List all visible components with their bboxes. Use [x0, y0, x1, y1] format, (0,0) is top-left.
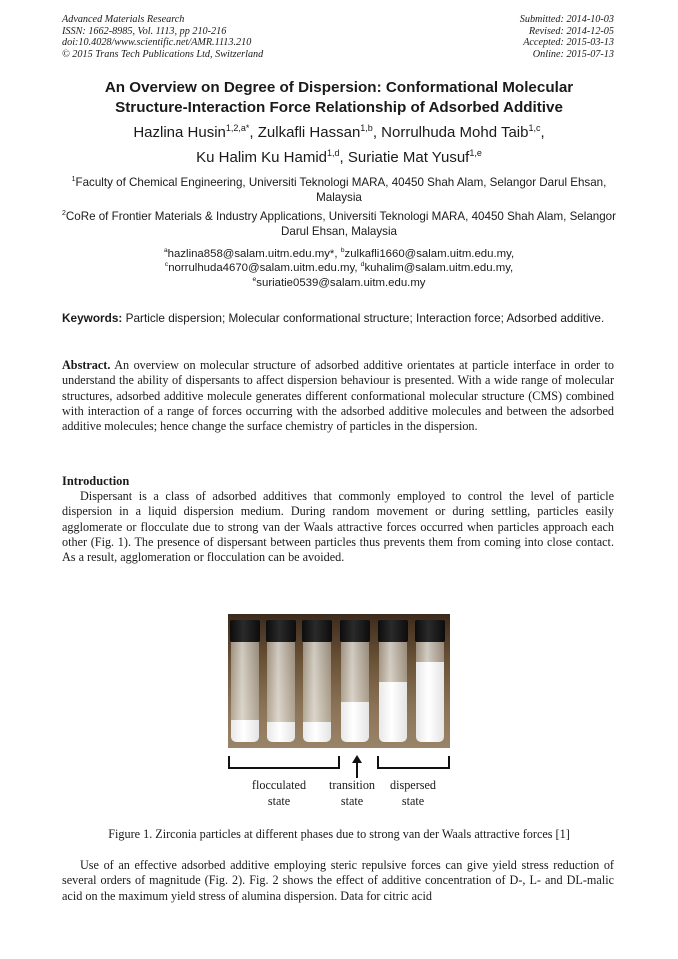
sediment-layer: [231, 720, 259, 742]
vial-glass: [231, 642, 259, 742]
author-superscript: 1,2,a*: [225, 123, 250, 133]
email-superscript: e: [252, 275, 257, 283]
journal-name: Advanced Materials Research: [62, 14, 185, 25]
revised-date: Revised: 2014-12-05: [528, 25, 614, 37]
label-line: flocculated: [251, 778, 307, 792]
affiliation-text: Faculty of Chemical Engineering, Universiti Teknologi MARA, 40450 Shah Alam, Selangor Darul Ehsan, Malaysia: [75, 176, 607, 204]
author-line-2: [62, 149, 616, 167]
sediment-layer: [379, 682, 407, 742]
sediment-layer: [416, 662, 444, 742]
sediment-layer: [267, 722, 295, 742]
vial-glass: [267, 642, 295, 742]
introduction-paragraph-2: Use of an effective adsorbed additive employing steric repulsive forces can give yield stress reduction of several orders of magnitude (Fig. 2). Fig. 2 shows the effect of additive concentration of D-, L- and DL-malic acid on the maximum yield stress of alumina dispersion. Data for citric acid: [62, 858, 614, 903]
author-superscript: 1,c: [528, 123, 541, 133]
dispersed-bracket: [377, 756, 450, 769]
dispersed-label: [380, 777, 446, 809]
author-separator: ,: [540, 124, 545, 141]
author-separator: ,: [249, 124, 258, 141]
vial-cap: [230, 620, 260, 642]
email-link[interactable]: norrulhuda4670@salam.uitm.edu.my,: [168, 262, 358, 275]
author-superscript: 1,e: [469, 148, 482, 158]
affiliation-superscript: 1: [71, 176, 76, 184]
author-name: Ku Halim Ku Hamid: [196, 149, 328, 166]
affiliation-2: [62, 209, 616, 239]
transition-label: [317, 777, 387, 809]
email-link[interactable]: zulkafli1660@salam.uitm.edu.my,: [344, 248, 515, 260]
email-superscript: d: [360, 261, 365, 269]
vial-cap: [340, 620, 370, 642]
vial-cap: [266, 620, 296, 642]
issn-line: ISSN: 1662-8985, Vol. 1113, pp 210-216: [62, 25, 227, 37]
vial-5: [378, 620, 408, 746]
vial-cap: [415, 620, 445, 642]
email-superscript: c: [164, 261, 169, 269]
email-link[interactable]: suriatie0539@salam.uitm.edu.my: [256, 276, 426, 289]
vial-6: [415, 620, 445, 746]
vial-glass: [303, 642, 331, 742]
author-superscript: 1,b: [360, 123, 373, 133]
zirconia-vials-photo: [228, 614, 450, 748]
email-link[interactable]: hazlina858@salam.uitm.edu.my*,: [167, 248, 338, 260]
vial-glass: [416, 642, 444, 742]
vial-1: [230, 620, 260, 746]
email-superscript: a: [163, 247, 168, 255]
online-date: Online: 2015-07-13: [532, 48, 614, 60]
vial-2: [266, 620, 296, 746]
keywords-label: Keywords:: [62, 311, 123, 325]
journal-header-left: [62, 14, 263, 60]
vial-3: [302, 620, 332, 746]
introduction-paragraph-1: Dispersant is a class of adsorbed additives that commonly employed to control the level of particle dispersion in a liquid dispersion medium. During random movement or during settling, particles easily agglomerate or flocculate due to strong van der Waals attractive forces occurred when particles approach each other (Fig. 1). The presence of dispersant between particles thus prevents them from coming into close contact. As a result, agglomeration or flocculation can be avoided.: [62, 489, 614, 565]
vial-4: [340, 620, 370, 746]
author-name: Zulkafli Hassan: [257, 124, 361, 141]
label-line: dispersed: [389, 778, 437, 792]
copyright-line: © 2015 Trans Tech Publications Ltd, Switzerland: [62, 48, 264, 60]
author-line-1: [62, 124, 616, 142]
email-line-2: [62, 261, 616, 275]
label-line: state: [401, 794, 425, 808]
sediment-layer: [341, 702, 369, 742]
email-line-1: [62, 247, 616, 261]
abstract-label: Abstract.: [62, 358, 111, 372]
flocculated-bracket: [228, 756, 340, 769]
vial-glass: [379, 642, 407, 742]
abstract-text: An overview on molecular structure of adsorbed additive orientates at particle interface in order to understand the ability of dispersants to affect dispersion behaviour is presented. With a wide range of molecular structures, adsorbed additive molecule generates different conformational molecular structure (CMS) combined with interaction of a range of forces occurring with the adsorbed additive molecules and between the adsorbed additive molecules; hence change the surface chemistry of particles in the dispersion.: [62, 358, 615, 434]
affiliation-1: [62, 175, 616, 205]
figure-1-caption: Figure 1. Zirconia particles at different phases due to strong van der Waals attractive forces [1]: [108, 827, 570, 841]
vial-cap: [378, 620, 408, 642]
author-separator: ,: [339, 149, 348, 166]
author-name: Hazlina Husin: [133, 124, 226, 141]
introduction-heading: Introduction: [62, 474, 130, 488]
title-line-2: Structure-Interaction Force Relationship of Adsorbed Additive: [115, 98, 563, 116]
abstract: [62, 358, 614, 434]
affiliation-superscript: 2: [62, 210, 66, 218]
keywords: [62, 311, 614, 326]
label-line: state: [340, 794, 364, 808]
journal-header-right: [520, 14, 614, 60]
email-line-3: [62, 276, 616, 290]
author-superscript: 1,d: [327, 148, 340, 158]
email-superscript: b: [340, 247, 345, 255]
vial-glass: [341, 642, 369, 742]
doi-line: doi:10.4028/www.scientific.net/AMR.1113.210: [62, 37, 252, 49]
sediment-layer: [303, 722, 331, 742]
paper-title: [62, 78, 616, 117]
label-line: state: [267, 794, 291, 808]
transition-arrow: [356, 762, 358, 778]
vial-cap: [302, 620, 332, 642]
title-line-1: An Overview on Degree of Dispersion: Conformational Molecular: [104, 79, 574, 96]
submitted-date: Submitted: 2014-10-03: [519, 14, 614, 25]
email-link[interactable]: kuhalim@salam.uitm.edu.my,: [364, 262, 514, 275]
author-separator: ,: [372, 124, 382, 141]
label-line: transition: [328, 778, 376, 792]
keywords-text: Particle dispersion; Molecular conformational structure; Interaction force; Adsorbed additive.: [125, 311, 605, 325]
author-emails: [62, 247, 616, 290]
flocculated-label: [244, 777, 314, 809]
accepted-date: Accepted: 2015-03-13: [523, 37, 614, 49]
affiliation-text: CoRe of Frontier Materials & Industry Applications, Universiti Teknologi MARA, 40450 Shah Alam, Selangor Darul Ehsan, Malaysia: [65, 210, 616, 238]
author-name: Suriatie Mat Yusuf: [347, 149, 470, 166]
author-name: Norrulhuda Mohd Taib: [381, 124, 529, 141]
